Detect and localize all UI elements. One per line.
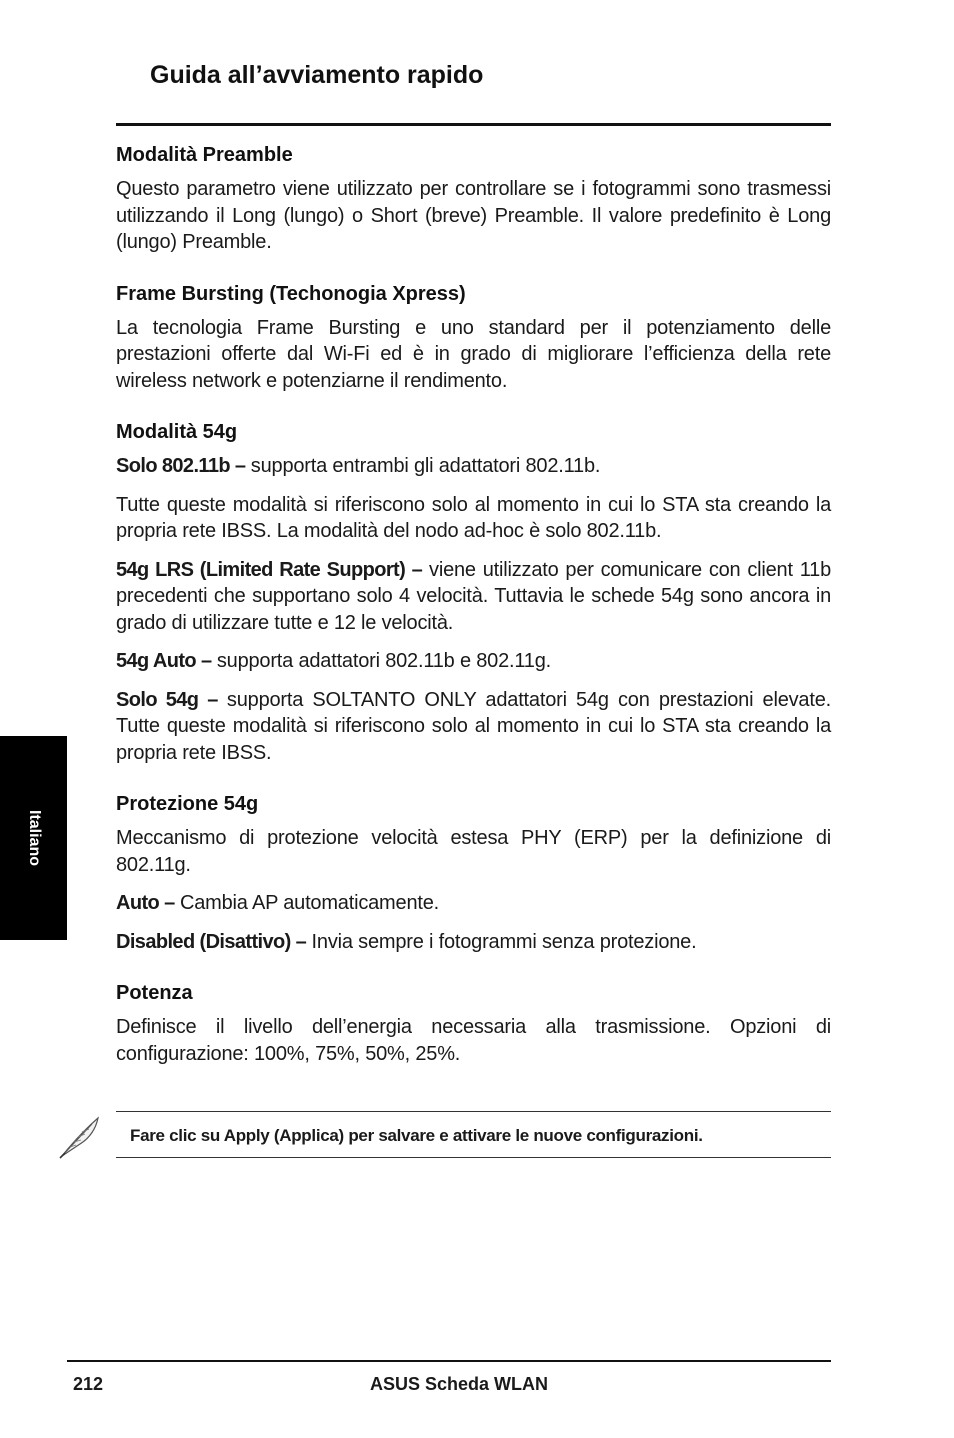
paragraph-text: Meccanismo di protezione velocità estesa PHY (ERP) per la definizione di 802.11g. bbox=[116, 827, 831, 876]
section-paragraph bbox=[116, 453, 831, 480]
paragraph-text: Questo parametro viene utilizzato per controllare se i fotogrammi sono trasmessi utilizzando il Long (lungo) o Short (breve) Preamble. Il valore predefinito è Long (lungo) Preamble. bbox=[116, 178, 831, 253]
term-label: Auto – bbox=[116, 892, 175, 914]
language-side-tab bbox=[0, 736, 67, 940]
section bbox=[116, 791, 831, 955]
note-text: Fare clic su Apply (Applica) per salvare e attivare le nuove configurazioni. bbox=[130, 1126, 703, 1145]
term-label: Solo 802.11b – bbox=[116, 455, 246, 477]
language-side-tab-label: Italiano bbox=[25, 809, 43, 867]
section-paragraph bbox=[116, 825, 831, 878]
section bbox=[116, 980, 831, 1067]
paragraph-text: Cambia AP automaticamente. bbox=[174, 892, 440, 914]
header-divider bbox=[116, 123, 831, 126]
term-label: 54g Auto – bbox=[116, 650, 212, 672]
section-paragraph bbox=[116, 890, 831, 917]
paragraph-text: Definisce il livello dell’energia necessaria alla trasmissione. Opzioni di configurazione: 100%, 75%, 50%, 25%. bbox=[116, 1016, 831, 1065]
section bbox=[116, 419, 831, 766]
section-title: Protezione 54g bbox=[116, 793, 259, 815]
section-paragraph bbox=[116, 929, 831, 956]
paragraph-text: supporta adattatori 802.11b e 802.11g. bbox=[211, 650, 552, 672]
section-title: Modalità Preamble bbox=[116, 144, 293, 166]
footer-divider bbox=[67, 1360, 831, 1362]
section bbox=[116, 281, 831, 395]
section-paragraph bbox=[116, 557, 831, 637]
section-paragraph bbox=[116, 492, 831, 545]
paragraph-text: Invia sempre i fotogrammi senza protezione. bbox=[306, 930, 697, 953]
page-title: Guida all’avviamento rapido bbox=[150, 61, 484, 89]
main-content bbox=[116, 142, 831, 1067]
paragraph-text: supporta SOLTANTO ONLY adattatori 54g con prestazioni elevate. Tutte queste modalità si riferiscono solo al momento in cui lo STA sta creando la propria rete IBSS. bbox=[116, 688, 831, 764]
section-paragraph bbox=[116, 648, 831, 675]
quill-pen-icon bbox=[56, 1112, 104, 1160]
section-paragraph bbox=[116, 315, 831, 395]
page-number: 212 bbox=[73, 1374, 104, 1394]
section bbox=[116, 142, 831, 256]
term-label: Solo 54g – bbox=[116, 688, 218, 711]
section-title: Potenza bbox=[116, 982, 193, 1004]
section-title: Frame Bursting (Techonogia Xpress) bbox=[116, 282, 466, 305]
paragraph-text: Tutte queste modalità si riferiscono solo al momento in cui lo STA sta creando la propria rete IBSS. La modalità del nodo ad-hoc è solo 802.11b. bbox=[116, 493, 831, 542]
section-title: Modalità 54g bbox=[116, 421, 238, 443]
note-box bbox=[116, 1111, 831, 1158]
paragraph-text: La tecnologia Frame Bursting e uno standard per il potenziamento delle prestazioni offerte dal Wi-Fi ed è in grado di migliorare l’efficienza della rete wireless network e potenziarne il rendimento. bbox=[116, 316, 831, 392]
section-paragraph bbox=[116, 176, 831, 256]
paragraph-text: viene utilizzato per comunicare con client 11b precedenti che supportano solo 4 velocità. Tuttavia le schede 54g sono ancora in grado di utilizzare tutte e 12 le velocità. bbox=[116, 558, 831, 634]
footer-title: ASUS Scheda WLAN bbox=[370, 1374, 549, 1394]
term-label: 54g LRS (Limited Rate Support) – bbox=[116, 558, 423, 581]
paragraph-text: supporta entrambi gli adattatori 802.11b. bbox=[245, 455, 601, 477]
section-paragraph bbox=[116, 687, 831, 767]
section-paragraph bbox=[116, 1014, 831, 1067]
term-label: Disabled (Disattivo) – bbox=[116, 930, 307, 953]
